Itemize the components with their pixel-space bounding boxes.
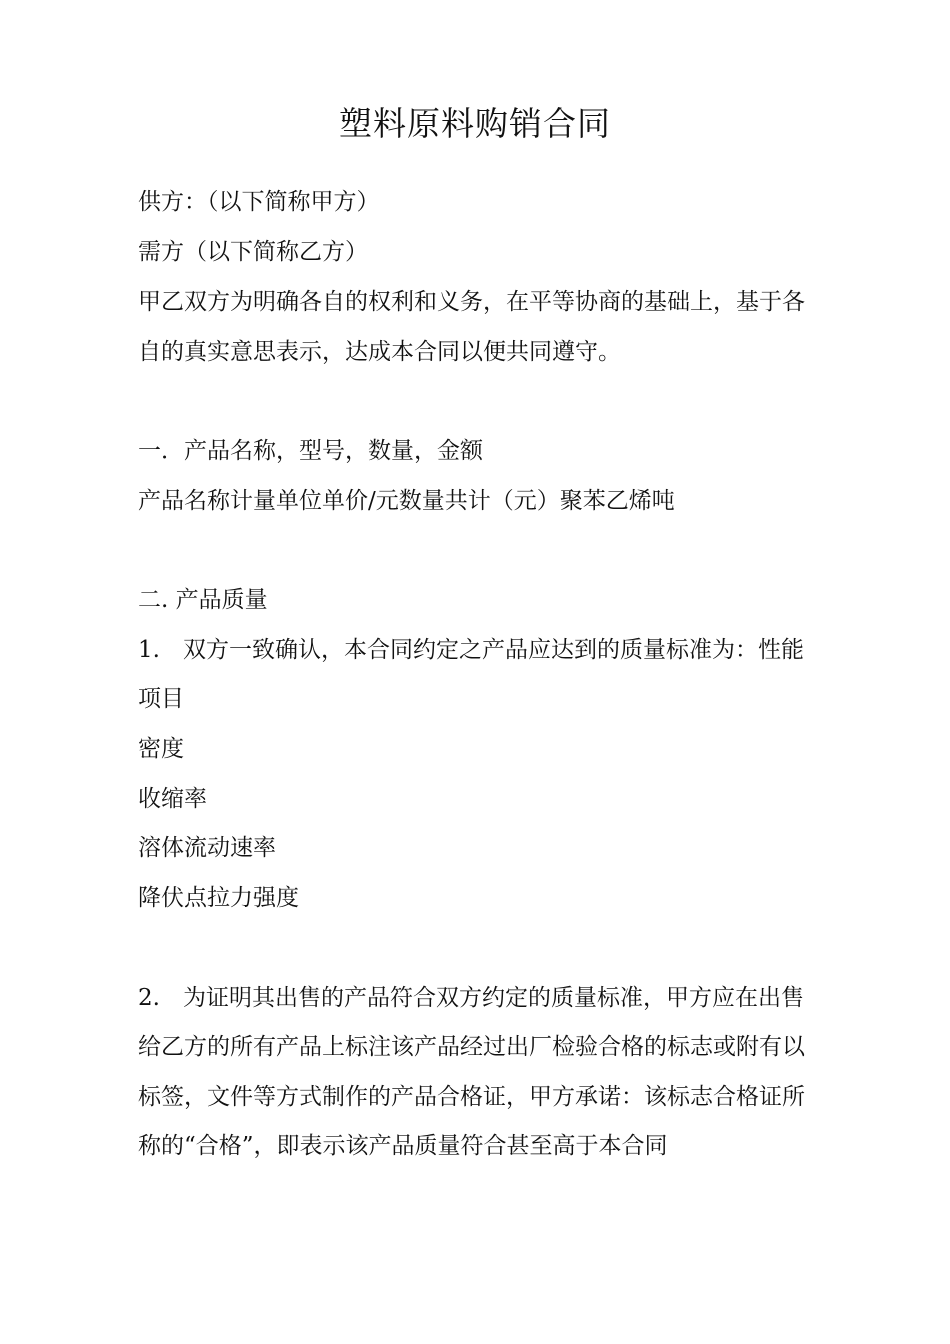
clause-2-line-3: 标签，文件等方式制作的产品合格证，甲方承诺：该标志合格证所 [138,1084,805,1110]
quality-item-shrinkage: 收缩率 [138,786,207,812]
clause-2-line-2: 给乙方的所有产品上标注该产品经过出厂检验合格的标志或附有以 [138,1034,805,1060]
clause-2-line-4: 称的“合格”，即表示该产品质量符合甚至高于本合同 [138,1133,668,1159]
product-table-line: 产品名称计量单位单价/元数量共计（元）聚苯乙烯吨 [138,488,675,514]
page-title: 塑料原料购销合同 [339,104,611,143]
preamble-line-2: 自的真实意思表示，达成本合同以便共同遵守。 [138,339,621,365]
quality-item-density: 密度 [138,736,184,762]
buyer-line: 需方（以下简称乙方） [138,239,368,265]
clause-2-line-1: 2. 为证明其出售的产品符合双方约定的质量标准，甲方应在出售 [138,985,804,1011]
supplier-line: 供方：（以下简称甲方） [138,189,380,215]
section-1-heading: 一．产品名称，型号，数量，金额 [138,438,483,464]
quality-item-yield-strength: 降伏点拉力强度 [138,885,299,911]
clause-1-line-1: 1. 双方一致确认，本合同约定之产品应达到的质量标准为：性能 [138,637,804,663]
section-2-heading: 二. 产品质量 [138,587,268,613]
preamble-line-1: 甲乙双方为明确各自的权利和义务，在平等协商的基础上，基于各 [138,289,805,315]
quality-item-melt-flow: 溶体流动速率 [138,835,276,861]
clause-1-line-2: 项目 [138,686,184,712]
